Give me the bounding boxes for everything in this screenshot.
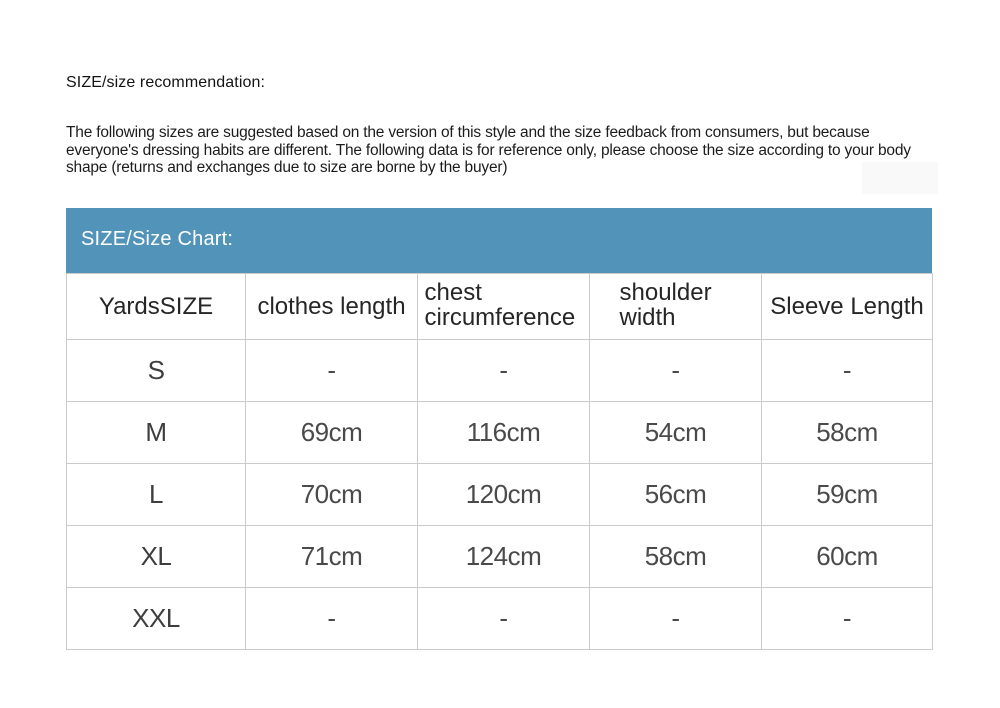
row-label: S	[67, 340, 246, 402]
row-label: XXL	[67, 588, 246, 650]
table-row-s	[67, 340, 933, 402]
table-cell: 58cm	[762, 402, 933, 464]
size-chart-title-bar	[66, 208, 932, 273]
table-cell: 60cm	[762, 526, 933, 588]
table-row-l	[67, 464, 933, 526]
table-cell: -	[762, 588, 933, 650]
row-label: XL	[67, 526, 246, 588]
col-header-clothes-length: clothes length	[246, 274, 418, 340]
table-cell: -	[246, 340, 418, 402]
table-cell: -	[418, 340, 590, 402]
recommendation-text: The following sizes are suggested based on the version of this style and the size feedback from consumers, but because everyone's dressing habits are different. The following data is for reference only, please choose the size according to your body shape (returns and exchanges due to size are borne by the buyer)	[66, 124, 911, 176]
watermark-artifact	[862, 162, 938, 194]
table-cell: -	[246, 588, 418, 650]
table-cell: 54cm	[590, 402, 762, 464]
table-cell: -	[418, 588, 590, 650]
size-chart-title: SIZE/Size Chart:	[81, 228, 234, 250]
table-cell: 56cm	[590, 464, 762, 526]
table-cell: 70cm	[246, 464, 418, 526]
table-cell: -	[590, 340, 762, 402]
page-title: SIZE/size recommendation:	[66, 74, 266, 91]
col-header-shoulder-width: shoulder width	[590, 274, 762, 340]
table-cell: 124cm	[418, 526, 590, 588]
table-cell: -	[762, 340, 933, 402]
table-row-xxl	[67, 588, 933, 650]
table-cell: 59cm	[762, 464, 933, 526]
table-cell: 120cm	[418, 464, 590, 526]
table-row-xl	[67, 526, 933, 588]
size-chart-table	[66, 273, 933, 650]
col-header-chest-circumference: chest circumference	[418, 274, 590, 340]
table-row-m	[67, 402, 933, 464]
col-header-sleeve-length: Sleeve Length	[762, 274, 933, 340]
row-label: L	[67, 464, 246, 526]
table-cell: 71cm	[246, 526, 418, 588]
col-header-yards-size: YardsSIZE	[67, 274, 246, 340]
table-cell: 58cm	[590, 526, 762, 588]
header-row	[67, 274, 933, 340]
row-label: M	[67, 402, 246, 464]
table-cell: 116cm	[418, 402, 590, 464]
table-cell: -	[590, 588, 762, 650]
table-cell: 69cm	[246, 402, 418, 464]
